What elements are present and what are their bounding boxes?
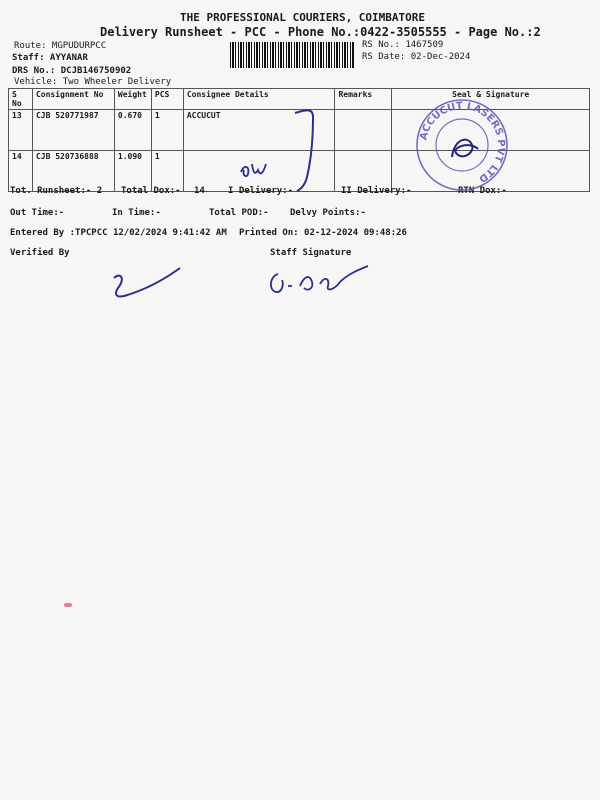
cell-consignment: CJB 520771987 (32, 110, 114, 151)
staff-signature (264, 262, 374, 302)
cell-sno: 13 (9, 110, 33, 151)
cell-remarks (335, 110, 392, 151)
cell-consignment: CJB 520736888 (32, 151, 114, 192)
vehicle-label: Vehicle: Two Wheeler Delivery (14, 77, 172, 87)
runsheet-subtitle: Delivery Runsheet - PCC - Phone No.:0422-3505555 - Page No.:2 (100, 25, 541, 39)
verified-by: Verified By (10, 248, 70, 258)
rs-number: RS No.: 1467509 (362, 40, 444, 50)
cell-pcs: 1 (151, 110, 183, 151)
header-pcs: PCS (151, 89, 183, 110)
cell-weight: 1.090 (114, 151, 151, 192)
verified-by-signature (108, 266, 188, 306)
rtn-dox: RTN Dox:- (458, 186, 507, 196)
i-delivery: I Delivery:- (228, 186, 294, 196)
handwritten-tick (283, 105, 343, 195)
cell-weight: 0.670 (114, 110, 151, 151)
header-weight: Weight (114, 89, 151, 110)
cell-sno: 14 (9, 151, 33, 192)
cell-pcs: 1 (151, 151, 183, 192)
rs-date: RS Date: 02-Dec-2024 (362, 52, 471, 62)
staff-label: Staff: AYYANAR (12, 53, 88, 63)
cell-consignee: ACCUCUT (183, 110, 335, 151)
red-ink-speck (64, 603, 72, 607)
delvy-points: Delvy Points:- (290, 208, 366, 218)
out-time: Out Time:- (10, 208, 65, 218)
company-title: THE PROFESSIONAL COURIERS, COIMBATORE (180, 11, 426, 24)
total-runsheet: Tot. Runsheet:- 2 (10, 186, 103, 196)
handwritten-initials (238, 152, 278, 182)
svg-text:ACCUCUT LASERS PVT LTD: ACCUCUT LASERS PVT LTD (418, 100, 507, 185)
total-pod: Total POD:- (209, 208, 269, 218)
staff-signature-label: Staff Signature (270, 248, 352, 258)
header-consignment: Consignment No (32, 89, 114, 110)
printed-on: Printed On: 02-12-2024 09:48:26 (239, 228, 407, 238)
barcode (230, 42, 355, 68)
entered-by: Entered By :TPCPCC 12/02/2024 9:41:42 AM (10, 228, 227, 238)
total-dox-count: 14 (194, 186, 205, 196)
ii-delivery: II Delivery:- (341, 186, 412, 196)
total-dox: Total Dox:- (121, 186, 181, 196)
header-consignee: Consignee Details (183, 89, 335, 110)
company-seal-stamp (412, 95, 512, 195)
route-label: Route: MGPUDURPCC (14, 41, 107, 51)
drs-number: DRS No.: DCJB146750902 (12, 66, 132, 76)
header-remarks: Remarks (335, 89, 392, 110)
header-sno: S No (9, 89, 33, 110)
in-time: In Time:- (112, 208, 161, 218)
header-seal: Seal & Signature (392, 89, 590, 110)
